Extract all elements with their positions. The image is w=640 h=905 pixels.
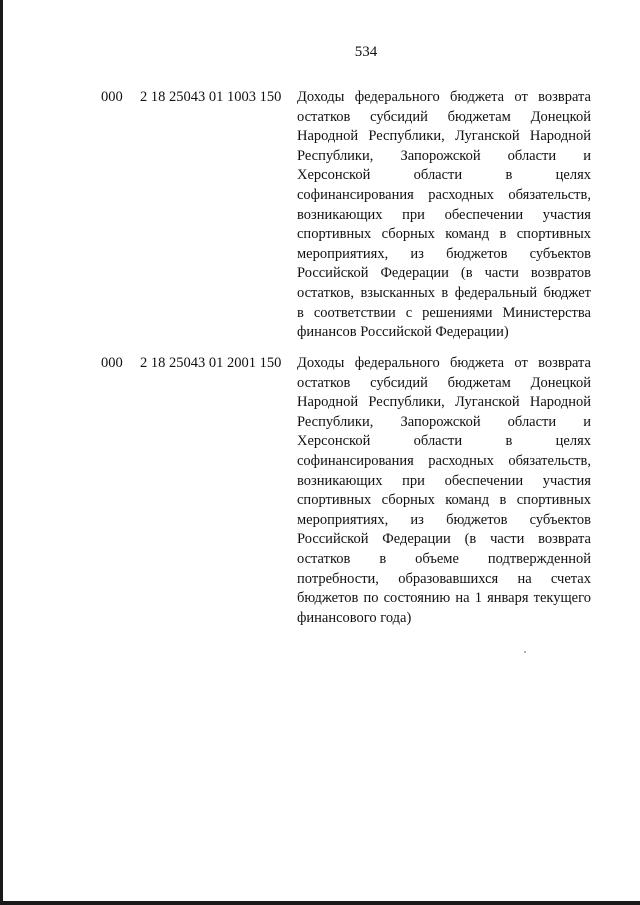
description-line: спортивных сборных команд в спортивных: [297, 226, 591, 243]
description-line: Доходы федерального бюджета от возврата: [297, 89, 591, 105]
description-line: остатков в объеме подтвержденной: [297, 550, 591, 567]
scan-edge-bottom: [0, 901, 640, 905]
description-line: потребности, образовавшихся на счетах: [297, 570, 591, 587]
description-line: возникающих при обеспечении участия: [297, 206, 591, 223]
description-line: финансового года): [297, 609, 412, 626]
admin-code: 000: [101, 89, 123, 105]
description-line: Российской Федерации (в части возврата: [297, 531, 591, 548]
scan-edge-left: [0, 0, 3, 905]
income-description: [297, 88, 591, 343]
description-line: Республики, Запорожской области и: [297, 413, 591, 430]
description-line: мероприятиях, из бюджетов субъектов: [297, 245, 591, 262]
scan-speck: [524, 651, 526, 653]
description-line: Херсонской области в целях: [297, 167, 591, 184]
description-line: остатков, взысканных в федеральный бюджет: [297, 284, 591, 301]
description-line: спортивных сборных команд в спортивных: [297, 492, 591, 509]
description-line: софинансирования расходных обязательств,: [297, 452, 591, 469]
description-line: Республики, Запорожской области и: [297, 147, 591, 164]
description-line: Народной Республики, Луганской Народной: [297, 394, 591, 411]
income-description: [297, 354, 591, 628]
description-line: остатков субсидий бюджетам Донецкой: [297, 374, 591, 391]
page-number: 534: [354, 44, 378, 60]
description-line: Доходы федерального бюджета от возврата: [297, 355, 591, 371]
description-line: финансов Российской Федерации): [297, 324, 509, 341]
description-line: мероприятиях, из бюджетов субъектов: [297, 511, 591, 528]
description-line: софинансирования расходных обязательств,: [297, 186, 591, 203]
description-line: в соответствии с решениями Министерства: [297, 304, 591, 321]
description-line: Народной Республики, Луганской Народной: [297, 128, 591, 145]
description-line: Российской Федерации (в части возвратов: [297, 265, 591, 282]
description-line: возникающих при обеспечении участия: [297, 472, 591, 489]
description-line: остатков субсидий бюджетам Донецкой: [297, 108, 591, 125]
description-line: бюджетов по состоянию на 1 января текущего: [297, 590, 591, 607]
kbk-code: 2 18 25043 01 1003 150: [140, 89, 282, 105]
description-line: Херсонской области в целях: [297, 433, 591, 450]
kbk-code: 2 18 25043 01 2001 150: [140, 355, 282, 371]
admin-code: 000: [101, 355, 123, 371]
